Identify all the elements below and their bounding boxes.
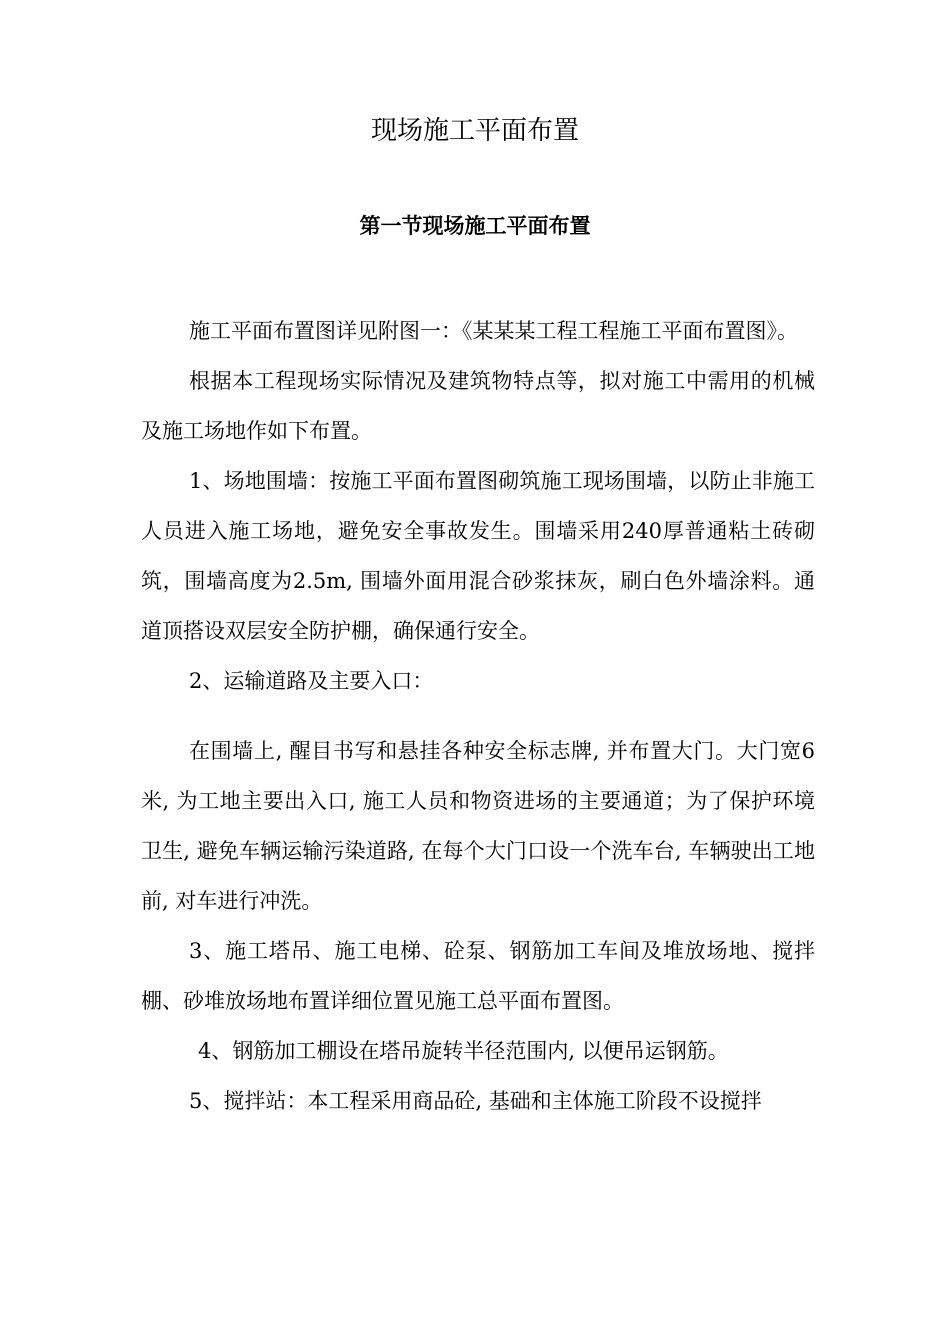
paragraph-item-4-rebar-shed: 4、钢筋加工棚设在塔吊旋转半径范围内, 以便吊运钢筋。	[198, 1039, 729, 1063]
paragraph-item-5-mixing-station: 5、搅拌站：本工程采用商品砼, 基础和主体施工阶段不设搅拌	[189, 1089, 762, 1113]
document-title: 现场施工平面布置	[370, 116, 579, 146]
paragraph-layout-reference: 施工平面布置图详见附图一：《某某某工程工程施工平面布置图》。	[189, 319, 798, 343]
paragraph-item-3-equipment: 3、施工塔吊、施工电梯、砼泵、钢筋加工车间及堆放场地、搅拌棚、砂堆放场地布置详细位置见施工总平面布置图。	[141, 939, 815, 1013]
paragraph-item-1-wall: 1、场地围墙：按施工平面布置图砌筑施工现场围墙，以防止非施工人员进入施工场地，避免安全事故发生。围墙采用240厚普通粘土砖砌筑，围墙高度为2.5m, 围墙外面用混合砂浆抹灰，刷白色外墙涂料。通道顶搭设双层安全防护棚，确保通行安全。	[141, 469, 815, 643]
section-title: 第一节现场施工平面布置	[359, 214, 591, 238]
document-body	[141, 306, 815, 1126]
paragraph-item-2-roads: 2、运输道路及主要入口：	[189, 669, 434, 693]
paragraph-site-intro: 根据本工程现场实际情况及建筑物特点等，拟对施工中需用的机械及施工场地作如下布置。	[141, 369, 815, 443]
paragraph-gate-details: 在围墙上, 醒目书写和悬挂各种安全标志牌, 并布置大门。大门宽6米, 为工地主要出入口, 施工人员和物资进场的主要通道；为了保护环境卫生, 避免车辆运输污染道路, 在每个大门口设一个洗车台, 车辆驶出工地前, 对车进行冲洗。	[141, 739, 815, 913]
